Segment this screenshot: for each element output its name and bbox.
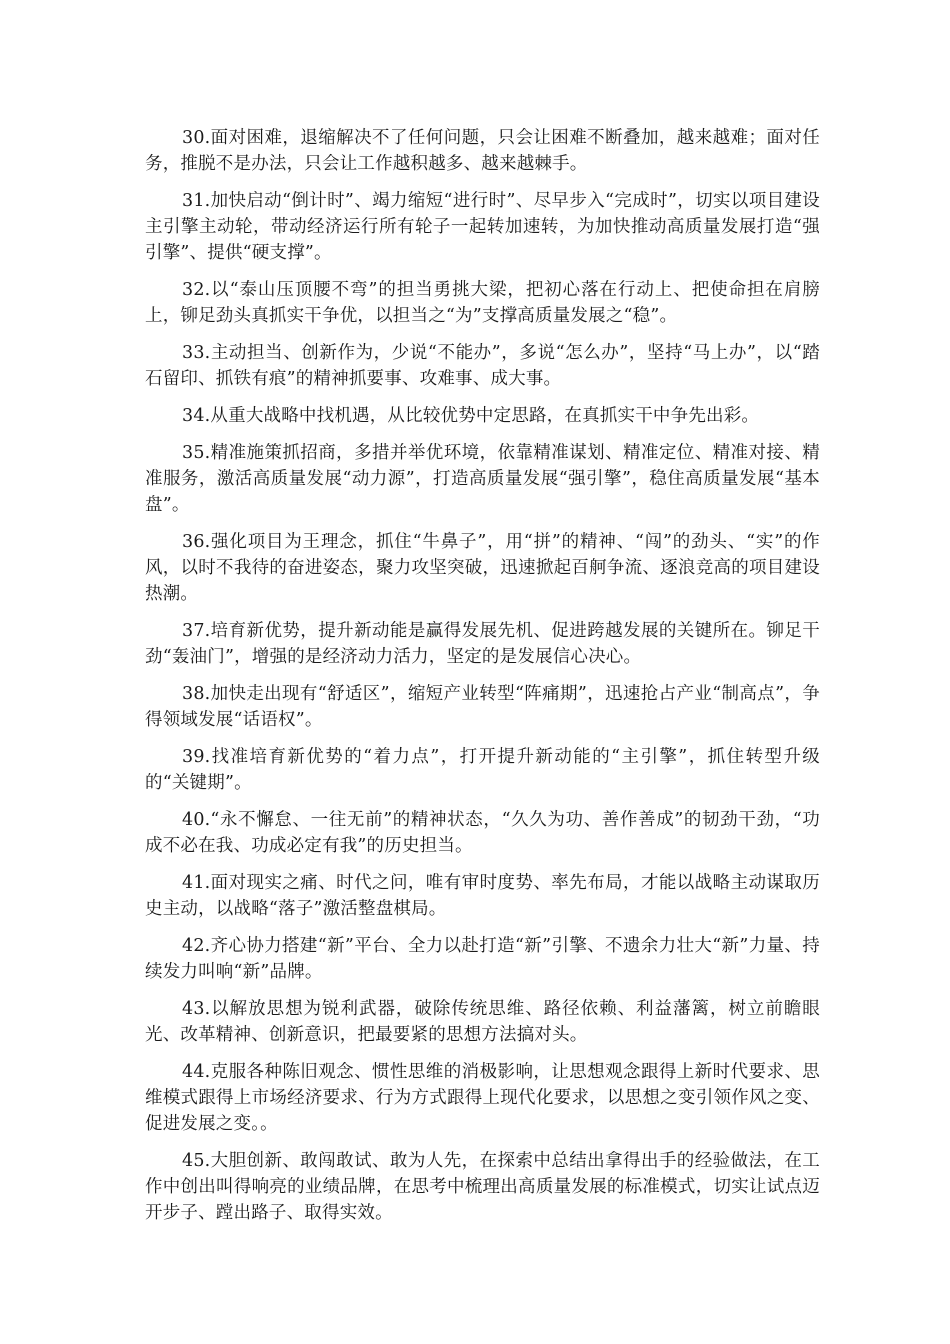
paragraph-40: 40.“永不懈怠、一往无前”的精神状态，“久久为功、善作善成”的韧劲干劲，“功成不必在我、功成必定有我”的历史担当。 [145, 810, 820, 856]
paragraph-42: 42.齐心协力搭建“新”平台、全力以赴打造“新”引擎、不遗余力壮大“新”力量、持续发力叫响“新”品牌。 [145, 936, 820, 982]
paragraph-36: 36.强化项目为王理念，抓住“牛鼻子”，用“拼”的精神、“闯”的劲头、“实”的作风，以时不我待的奋进姿态，聚力攻坚突破，迅速掀起百舸争流、逐浪竞高的项目建设热潮。 [145, 532, 820, 604]
paragraph-45: 45.大胆创新、敢闯敢试、敢为人先，在探索中总结出拿得出手的经验做法，在工作中创出叫得响亮的业绩品牌，在思考中梳理出高质量发展的标准模式，切实让试点迈开步子、蹚出路子、取得实效。 [145, 1151, 820, 1223]
paragraph-37: 37.培育新优势，提升新动能是赢得发展先机、促进跨越发展的关键所在。铆足干劲“轰油门”，增强的是经济动力活力，坚定的是发展信心决心。 [145, 621, 820, 667]
paragraph-39: 39.找准培育新优势的“着力点”，打开提升新动能的“主引擎”，抓住转型升级的“关键期”。 [145, 747, 820, 793]
paragraph-38: 38.加快走出现有“舒适区”，缩短产业转型“阵痛期”，迅速抢占产业“制高点”，争得领域发展“话语权”。 [145, 684, 820, 730]
paragraph-41: 41.面对现实之痛、时代之问，唯有审时度势、率先布局，才能以战略主动谋取历史主动，以战略“落子”激活整盘棋局。 [145, 873, 820, 919]
paragraph-34: 34.从重大战略中找机遇，从比较优势中定思路，在真抓实干中争先出彩。 [182, 406, 760, 426]
paragraph-35: 35.精准施策抓招商，多措并举优环境，依靠精准谋划、精准定位、精准对接、精准服务，激活高质量发展“动力源”，打造高质量发展“强引擎”，稳住高质量发展“基本盘”。 [145, 443, 820, 515]
paragraph-31: 31.加快启动“倒计时”、竭力缩短“进行时”、尽早步入“完成时”，切实以项目建设主引擎主动轮，带动经济运行所有轮子一起转加速转，为加快推动高质量发展打造“强引擎”、提供“硬支撑”。 [145, 191, 820, 263]
paragraph-44: 44.克服各种陈旧观念、惯性思维的消极影响，让思想观念跟得上新时代要求、思维模式跟得上市场经济要求、行为方式跟得上现代化要求，以思想之变引领作风之变、促进发展之变。。 [145, 1062, 820, 1134]
paragraph-32: 32.以“泰山压顶腰不弯”的担当勇挑大梁，把初心落在行动上、把使命担在肩膀上，铆足劲头真抓实干争优，以担当之“为”支撑高质量发展之“稳”。 [145, 280, 820, 326]
paragraph-43: 43.以解放思想为锐利武器，破除传统思维、路径依赖、利益藩篱，树立前瞻眼光、改革精神、创新意识，把最要紧的思想方法搞对头。 [145, 999, 820, 1045]
paragraph-30: 30.面对困难，退缩解决不了任何问题，只会让困难不断叠加，越来越难；面对任务，推脱不是办法，只会让工作越积越多、越来越棘手。 [145, 128, 820, 174]
paragraph-33: 33.主动担当、创新作为，少说“不能办”，多说“怎么办”，坚持“马上办”，以“踏石留印、抓铁有痕”的精神抓要事、攻难事、成大事。 [145, 343, 820, 389]
